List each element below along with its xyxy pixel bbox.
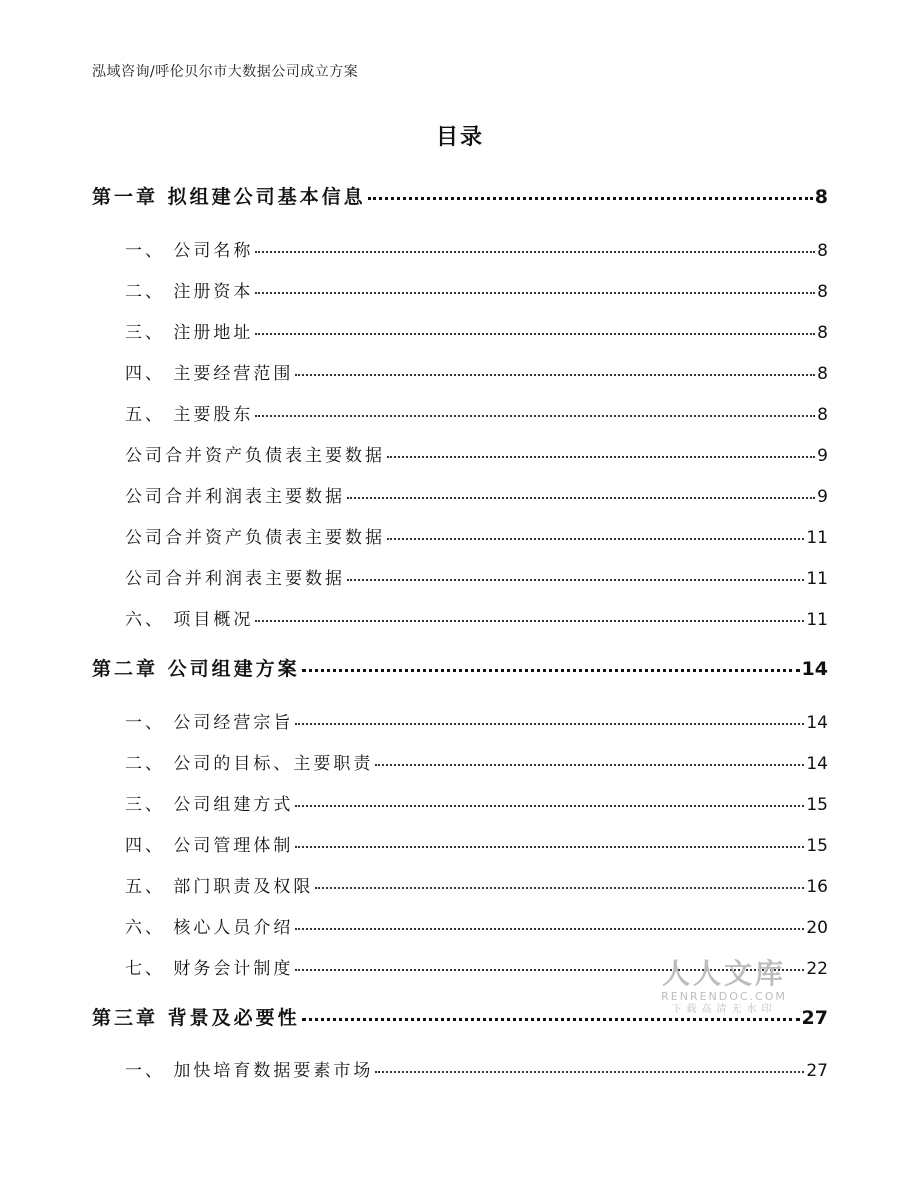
toc-entry-label: 公司合并资产负债表主要数据	[125, 446, 385, 466]
toc-section-data-market[interactable]	[125, 1056, 828, 1081]
toc-page-number: 15	[806, 836, 828, 856]
toc-section-registered-capital[interactable]	[125, 277, 828, 302]
toc-entry-label: 五、 部门职责及权限	[125, 877, 314, 897]
toc-leader-dots	[387, 538, 804, 540]
toc-leader-dots	[295, 805, 804, 807]
toc-entry-label: 六、 核心人员介绍	[125, 918, 294, 938]
toc-entry-label: 一、 公司名称	[125, 241, 254, 261]
toc-leader-dots	[255, 292, 815, 294]
toc-page-number: 11	[806, 528, 828, 548]
document-header: 泓域咨询/呼伦贝尔市大数据公司成立方案	[92, 64, 359, 80]
toc-page-number: 16	[806, 877, 828, 897]
toc-section-formation-method[interactable]	[125, 790, 828, 815]
watermark-site-text: RENRENDOC.COM	[661, 990, 787, 1003]
toc-leader-dots	[295, 374, 815, 376]
toc-chapter-2[interactable]	[92, 654, 828, 681]
toc-entry-label: 四、 主要经营范围	[125, 364, 294, 384]
toc-section-goals-duties[interactable]	[125, 749, 828, 774]
toc-title: 目录	[435, 125, 484, 150]
toc-leader-dots	[255, 620, 804, 622]
toc-leader-dots	[368, 197, 813, 200]
toc-page-number: 8	[817, 282, 828, 302]
toc-section-balance-sheet-2[interactable]	[125, 523, 828, 548]
toc-leader-dots	[295, 723, 804, 725]
toc-page-number: 11	[806, 569, 828, 589]
toc-leader-dots	[315, 887, 804, 889]
toc-leader-dots	[295, 846, 804, 848]
toc-entry-label: 公司合并利润表主要数据	[125, 487, 345, 507]
toc-entry-label: 四、 公司管理体制	[125, 836, 294, 856]
toc-page-number: 8	[817, 364, 828, 384]
toc-section-business-scope[interactable]	[125, 359, 828, 384]
toc-entry-label: 六、 项目概况	[125, 610, 254, 630]
toc-entry-label: 第二章 公司组建方案	[92, 658, 300, 680]
toc-entry-label: 公司合并资产负债表主要数据	[125, 528, 385, 548]
toc-page-number: 15	[806, 795, 828, 815]
toc-section-management-system[interactable]	[125, 831, 828, 856]
toc-entry-label: 二、 公司的目标、主要职责	[125, 754, 374, 774]
toc-leader-dots	[295, 928, 804, 930]
toc-leader-dots	[347, 579, 804, 581]
toc-page-number: 11	[806, 610, 828, 630]
toc-section-income-statement-2[interactable]	[125, 564, 828, 589]
toc-leader-dots	[347, 497, 815, 499]
toc-page-number: 9	[817, 487, 828, 507]
toc-section-department-duties[interactable]	[125, 872, 828, 897]
toc-section-registered-address[interactable]	[125, 318, 828, 343]
toc-page-number: 14	[801, 658, 828, 680]
toc-page-number: 9	[817, 446, 828, 466]
toc-page-number: 8	[817, 323, 828, 343]
toc-entry-label: 三、 注册地址	[125, 323, 254, 343]
toc-section-balance-sheet[interactable]	[125, 441, 828, 466]
toc-entry-label: 公司合并利润表主要数据	[125, 569, 345, 589]
toc-entry-label: 第三章 背景及必要性	[92, 1007, 300, 1029]
toc-entry-label: 七、 财务会计制度	[125, 959, 294, 979]
toc-page-number: 8	[817, 405, 828, 425]
toc-section-project-overview[interactable]	[125, 605, 828, 630]
toc-leader-dots	[302, 669, 800, 672]
toc-leader-dots	[255, 333, 815, 335]
toc-entry-label: 五、 主要股东	[125, 405, 254, 425]
toc-leader-dots	[302, 1018, 800, 1021]
renrendoc-watermark	[648, 958, 800, 1016]
toc-entry-label: 第一章 拟组建公司基本信息	[92, 186, 366, 208]
toc-leader-dots	[255, 251, 815, 253]
toc-section-shareholders[interactable]	[125, 400, 828, 425]
watermark-tagline: 下载高清无水印	[671, 1004, 777, 1015]
toc-leader-dots	[255, 415, 815, 417]
toc-section-core-personnel[interactable]	[125, 913, 828, 938]
toc-entry-label: 三、 公司组建方式	[125, 795, 294, 815]
toc-section-income-statement[interactable]	[125, 482, 828, 507]
toc-page-number: 14	[806, 754, 828, 774]
toc-page-number: 22	[806, 959, 828, 979]
toc-section-business-purpose[interactable]	[125, 708, 828, 733]
toc-entry-label: 一、 公司经营宗旨	[125, 713, 294, 733]
toc-leader-dots	[375, 1071, 804, 1073]
toc-entry-label: 一、 加快培育数据要素市场	[125, 1061, 374, 1081]
toc-leader-dots	[375, 764, 804, 766]
watermark-main-text: 人人文库	[661, 957, 786, 990]
toc-chapter-1[interactable]	[92, 182, 828, 209]
toc-page-number: 14	[806, 713, 828, 733]
toc-page-number: 27	[801, 1007, 828, 1029]
toc-page-number: 20	[806, 918, 828, 938]
toc-section-company-name[interactable]	[125, 236, 828, 261]
toc-page-number: 8	[814, 186, 828, 208]
toc-leader-dots	[387, 456, 815, 458]
toc-page-number: 8	[817, 241, 828, 261]
toc-page-number: 27	[806, 1061, 828, 1081]
toc-entry-label: 二、 注册资本	[125, 282, 254, 302]
